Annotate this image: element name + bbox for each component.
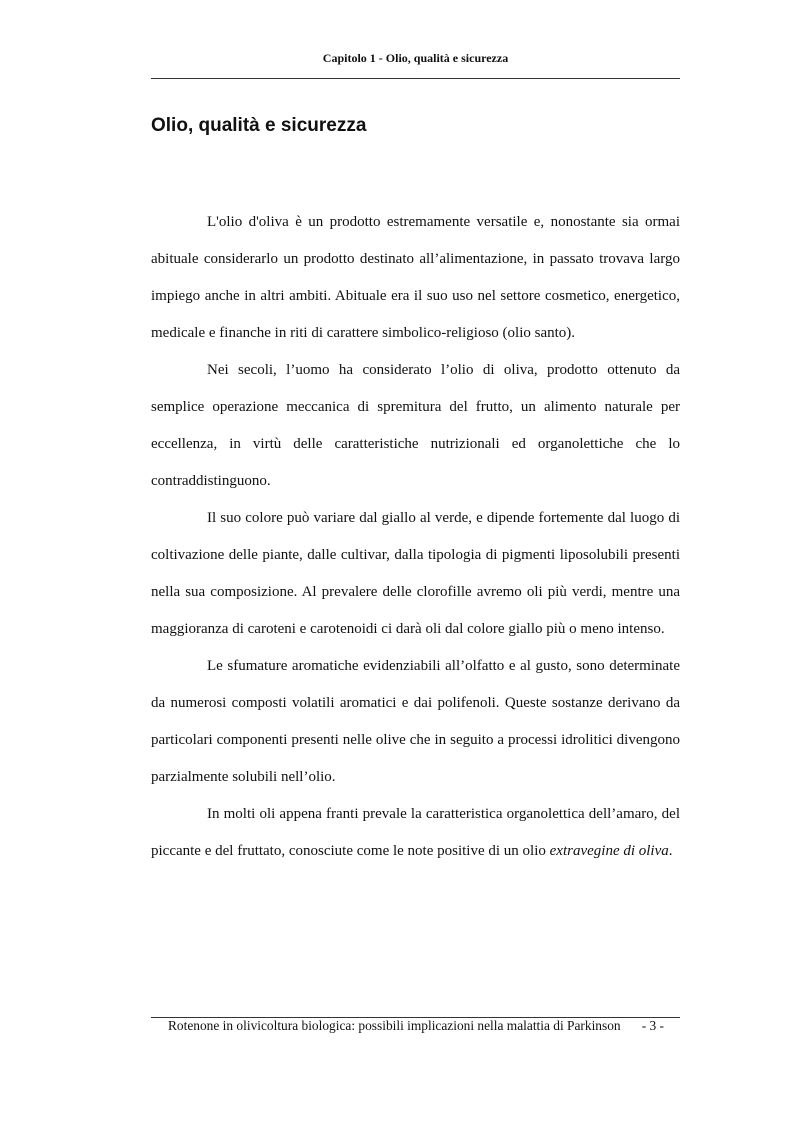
paragraph: Le sfumature aromatiche evidenziabili all’olfatto e al gusto, sono determinate da numerosi composti volatili aromatici e dai polifenoli. Queste sostanze derivano da particolari componenti presenti nelle olive che in seguito a processi idrolitici divengono parzialmente solubili nell’olio. <box>151 658 680 785</box>
paragraph <box>151 796 680 870</box>
footer-title: Rotenone in olivicoltura biologica: possibili implicazioni nella malattia di Parkinson <box>168 1018 621 1033</box>
page-title: Olio, qualità e sicurezza <box>151 115 367 136</box>
page-number: - 3 - <box>641 1018 664 1033</box>
paragraph: L'olio d'oliva è un prodotto estremamente versatile e, nonostante sia ormai abituale considerarlo un prodotto destinato all’alimentazione, in passato trovava largo impiego anche in altri ambiti. Abituale era il suo uso nel settore cosmetico, energetico, medicale e finanche in riti di carattere simbolico-religioso (olio santo). <box>151 214 680 341</box>
paragraph: Nei secoli, l’uomo ha considerato l’olio di oliva, prodotto ottenuto da semplice operazione meccanica di spremitura del frutto, un alimento naturale per eccellenza, in virtù delle caratteristiche nutrizionali ed organolettiche che lo contraddistinguono. <box>151 362 680 489</box>
running-header: Capitolo 1 - Olio, qualità e sicurezza <box>322 51 509 65</box>
paragraph-end: . <box>668 843 673 859</box>
footer <box>151 1018 680 1038</box>
body-text <box>151 204 680 870</box>
header-rule <box>151 78 680 79</box>
paragraph-text: In molti oli appena franti prevale la caratteristica organolettica dell’amaro, del piccante e del fruttato, conosciute come le note positive di un olio <box>151 806 680 859</box>
italic-term: extravegine di oliva <box>549 843 669 859</box>
paragraph: Il suo colore può variare dal giallo al verde, e dipende fortemente dal luogo di coltivazione delle piante, dalle cultivar, dalla tipologia di pigmenti liposolubili presenti nella sua composizione. Al prevalere delle clorofille avremo oli più verdi, mentre una maggioranza di caroteni e carotenoidi ci darà oli dal colore giallo più o meno intenso. <box>151 510 680 637</box>
